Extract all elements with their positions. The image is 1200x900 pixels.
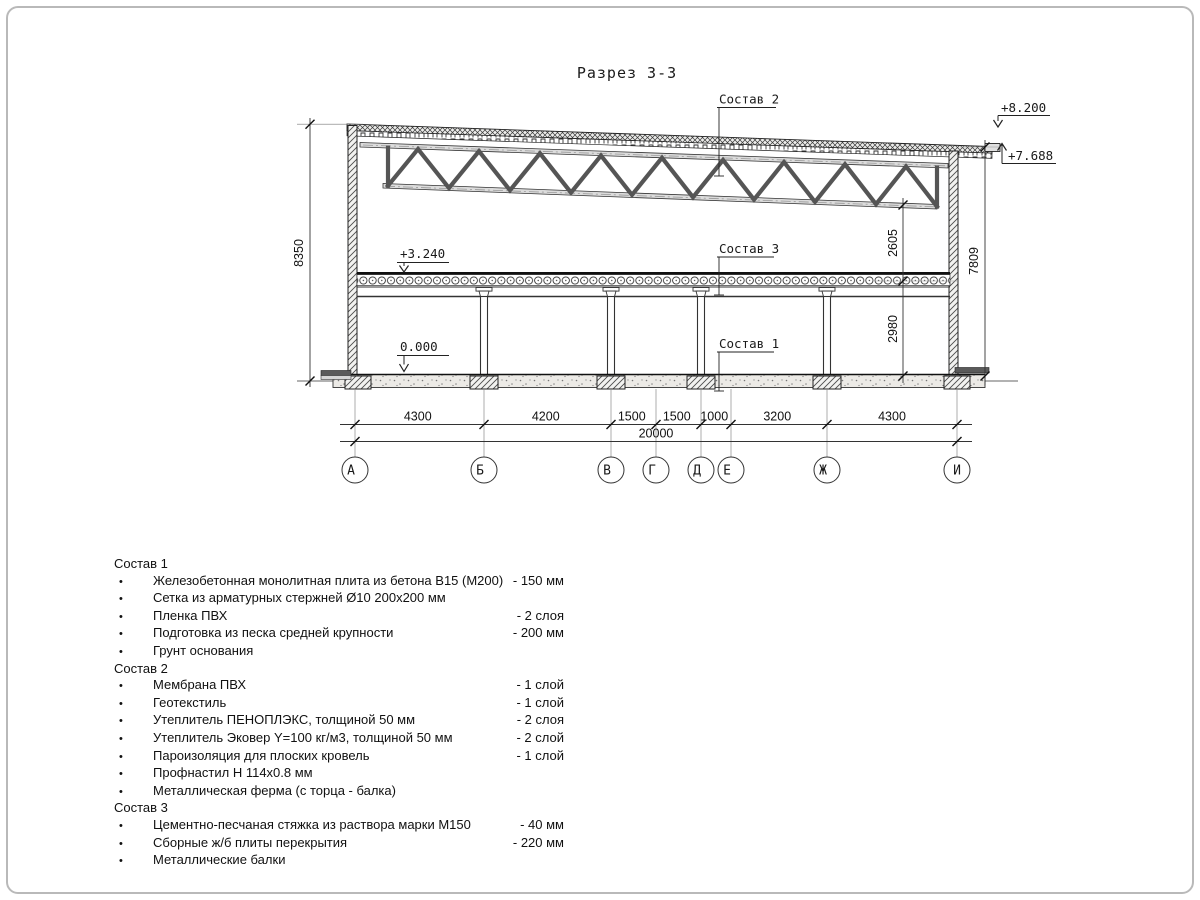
dim-2980: 2980	[886, 315, 900, 343]
legend-item-text: Пароизоляция для плоских кровель	[153, 747, 370, 763]
legend-item-text: Сетка из арматурных стержней Ø10 200х200 мм	[153, 590, 446, 606]
wall-right	[949, 151, 958, 379]
legend-item	[112, 643, 564, 661]
svg-text:А Б В	[347, 464, 961, 479]
legend-item	[112, 590, 564, 608]
legend-item	[112, 817, 564, 835]
legend-item-text: Цементно-песчаная стяжка из раствора марки М150	[153, 816, 471, 832]
dim-span-4: 1500	[662, 409, 691, 424]
legend-item	[112, 712, 564, 730]
column-capitals	[476, 288, 835, 297]
legend-item-text: Пленка ПВХ	[153, 607, 228, 623]
bullet-icon: •	[119, 785, 123, 798]
legend-item-text: Мембрана ПВХ	[153, 677, 247, 693]
dim-span-2: 4200	[531, 409, 560, 424]
dim-span-5: 1000	[700, 409, 729, 424]
legend-section-title: Состав 2	[114, 660, 168, 676]
legend-item-value: - 40 мм	[520, 816, 564, 832]
plinth-right	[955, 368, 989, 374]
dim-2605: 2605	[886, 229, 900, 257]
dim-8350: 8350	[292, 239, 306, 267]
grid-lines	[355, 388, 957, 457]
bullet-icon: •	[119, 593, 123, 606]
bullet-icon: •	[119, 819, 123, 832]
legend-item-value: - 200 мм	[512, 625, 564, 641]
dim-span-7: 4300	[878, 409, 906, 424]
dim-7809: 7809	[967, 247, 981, 275]
legend-item	[112, 573, 564, 591]
elevation-ground-value: 0.000	[400, 339, 438, 354]
bullet-icon: •	[119, 610, 123, 623]
legend-item-text: Утеплитель Эковер Y=100 кг/м3, толщиной 50 мм	[153, 729, 453, 745]
dim-span-1: 4300	[403, 409, 432, 424]
elevation-floor2	[397, 263, 449, 273]
roof-assembly	[347, 124, 1000, 158]
bullet-icon: •	[119, 768, 123, 781]
elevation-truss-support-value: +7.688	[1008, 148, 1054, 163]
dim-span-3: 1500	[617, 409, 646, 424]
dim-span-6: 3200	[763, 409, 792, 424]
bullet-icon: •	[119, 575, 123, 588]
dimension-right-height	[960, 140, 1000, 385]
legend-item-text: Грунт основания	[153, 642, 254, 658]
bullet-icon: •	[119, 645, 123, 658]
legend-item-text: Геотекстиль	[153, 694, 227, 710]
middle-floor	[357, 272, 950, 297]
axis-bubbles	[342, 457, 970, 483]
legend-item	[112, 765, 564, 783]
legend-item-value: - 2 слоя	[516, 712, 564, 728]
bullet-icon: •	[119, 750, 123, 763]
bullet-icon: •	[119, 680, 123, 693]
bullet-icon: •	[119, 715, 123, 728]
label-sostav3-text: Состав 3	[719, 241, 780, 256]
legend	[112, 556, 564, 870]
elevation-roof-top	[994, 116, 1051, 128]
legend-item	[112, 608, 564, 626]
legend-item	[112, 730, 564, 748]
legend-section-title: Состав 3	[114, 800, 168, 816]
plinth-left	[321, 371, 351, 376]
axis-label-g: Г	[648, 463, 656, 479]
elevation-roof-top-value: +8.200	[1001, 100, 1047, 115]
legend-item-value: - 1 слой	[516, 677, 564, 693]
axis-label-zh: Ж	[819, 463, 827, 479]
legend-item-text: Металлическая ферма (с торца - балка)	[153, 782, 396, 798]
legend-item-value: - 150 мм	[512, 572, 564, 588]
legend-item	[112, 852, 564, 870]
bullet-icon: •	[119, 628, 123, 641]
axis-label-v: В	[603, 463, 611, 479]
legend-item-value: - 1 слой	[516, 747, 564, 763]
wall-left	[348, 126, 357, 380]
dimension-right-inner	[875, 198, 957, 383]
legend-item-text: Сборные ж/б плиты перекрытия	[153, 834, 348, 850]
legend-item	[112, 748, 564, 766]
axis-label-b: Б	[476, 463, 484, 479]
drawing-title: Разрез 3-3	[576, 64, 678, 82]
legend-item-text: Подготовка из песка средней крупности	[153, 625, 394, 641]
legend-item	[112, 625, 564, 643]
label-sostav1-text: Состав 1	[719, 336, 780, 351]
bullet-icon: •	[119, 837, 123, 850]
legend-item-value: - 2 слой	[516, 729, 564, 745]
legend-item-text: Утеплитель ПЕНОПЛЭКС, толщиной 50 мм	[153, 712, 416, 728]
dim-total: 20000	[638, 426, 674, 441]
legend-section-title: Состав 1	[114, 556, 168, 571]
legend-item	[112, 695, 564, 713]
bullet-icon: •	[119, 697, 123, 710]
legend-item-value: - 1 слой	[516, 694, 564, 710]
legend-item-text: Профнастил Н 114х0.8 мм	[153, 765, 313, 781]
label-sostav2-text: Состав 2	[719, 91, 780, 107]
elevation-floor2-value: +3.240	[400, 246, 446, 261]
legend-item-value: - 2 слоя	[516, 607, 564, 623]
bullet-icon: •	[119, 855, 123, 868]
legend-item	[112, 835, 564, 853]
axis-label-a: А	[347, 463, 355, 479]
legend-item	[112, 783, 564, 801]
legend-item-value: - 220 мм	[512, 834, 564, 850]
legend-item-text: Металлические балки	[153, 852, 286, 868]
legend-item	[112, 677, 564, 695]
bullet-icon: •	[119, 732, 123, 745]
axis-label-i: И	[953, 463, 961, 479]
legend-item-text: Железобетонная монолитная плита из бетона В15 (М200)	[153, 572, 504, 588]
axis-label-d: Д	[693, 463, 701, 479]
axis-label-e: Е	[723, 463, 731, 479]
elevation-ground	[397, 356, 449, 372]
